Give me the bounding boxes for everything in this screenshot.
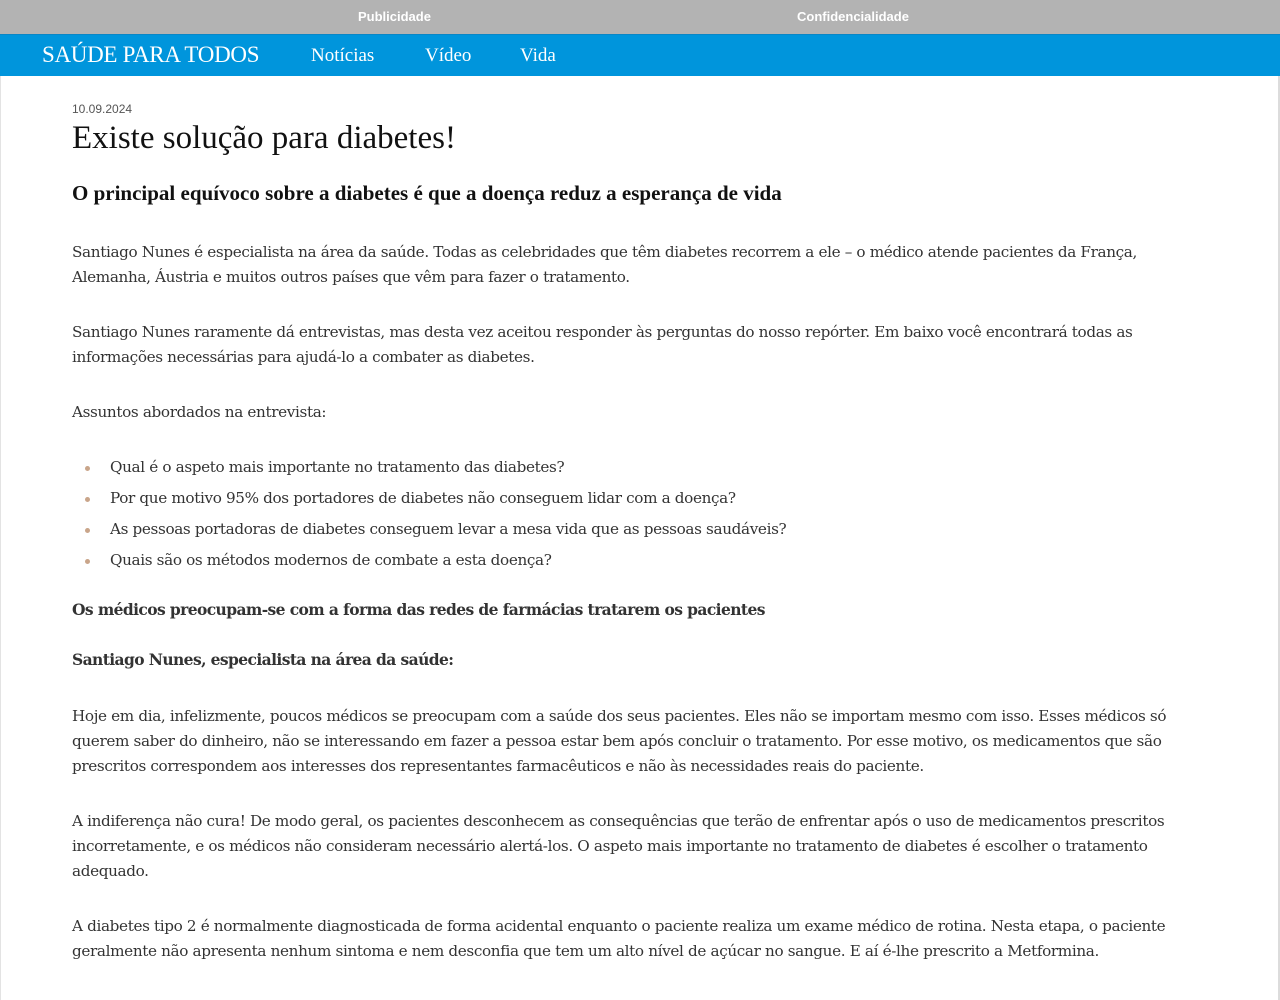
main-nav (0, 34, 1280, 76)
site-logo[interactable]: SAÚDE PARA TODOS (42, 42, 260, 67)
top-bar (0, 0, 1280, 34)
section-heading: Os médicos preocupam-se com a forma das redes de farmácias tratarem os pacientes (72, 600, 765, 619)
article-title: Existe solução para diabetes! (72, 120, 456, 156)
bullet-icon (85, 466, 90, 471)
bullet-icon (85, 559, 90, 564)
nav-item-life[interactable]: Vida (520, 45, 556, 66)
topic-text: Quais são os métodos modernos de combate a esta doença? (110, 551, 552, 569)
article-subtitle: O principal equívoco sobre a diabetes é que a doença reduz a esperança de vida (72, 181, 782, 205)
body-paragraph: A diabetes tipo 2 é normalmente diagnosticada de forma acidental enquanto o paciente realiza um exame médico de rotina. Nesta etapa, o paciente geralmente não apresenta nenhum sintoma e nem desconfia que tem um alto nível de açúcar no sangue. E aí é-lhe prescrito a Metformina. (72, 917, 1166, 960)
nav-item-video[interactable]: Vídeo (425, 45, 472, 66)
article-date: 10.09.2024 (72, 102, 133, 116)
advertising-link[interactable]: Publicidade (358, 9, 431, 24)
speaker-heading: Santiago Nunes, especialista na área da saúde: (72, 650, 454, 669)
privacy-link[interactable]: Confidencialidade (797, 9, 909, 24)
topics-intro: Assuntos abordados na entrevista: (72, 403, 327, 421)
body-paragraph: A indiferença não cura! De modo geral, os pacientes desconhecem as consequências que terão de enfrentar após o uso de medicamentos prescritos incorretamente, e os médicos não consideram necessário alertá-los. O aspeto mais importante no tratamento de diabetes é escolher o tratamento adequado. (72, 812, 1165, 880)
topic-text: As pessoas portadoras de diabetes conseguem levar a mesa vida que as pessoas saudáveis? (110, 520, 787, 538)
bullet-icon (85, 528, 90, 533)
nav-item-news[interactable]: Notícias (311, 45, 375, 66)
bullet-icon (85, 497, 90, 502)
body-paragraph: Hoje em dia, infelizmente, poucos médicos se preocupam com a saúde dos seus pacientes. Eles não se importam mesmo com isso. Esses médicos só querem saber do dinheiro, não se interessando em fazer a pessoa estar bem após concluir o tratamento. Por esse motivo, os medicamentos que são prescritos correspondem aos interesses dos representantes farmacêuticos e não às necessidades reais do paciente. (72, 707, 1167, 775)
intro-paragraph: Santiago Nunes raramente dá entrevistas, mas desta vez aceitou responder às perguntas do nosso repórter. Em baixo você encontrará todas as informações necessárias para ajudá-lo a combater as diabetes. (72, 323, 1133, 366)
intro-paragraph: Santiago Nunes é especialista na área da saúde. Todas as celebridades que têm diabetes recorrem a ele – o médico atende pacientes da França, Alemanha, Áustria e muitos outros países que vêm para fazer o tratamento. (72, 243, 1137, 286)
topic-text: Por que motivo 95% dos portadores de diabetes não conseguem lidar com a doença? (110, 489, 736, 507)
list-item (72, 486, 786, 517)
article-page (0, 76, 1280, 1000)
list-item (72, 548, 786, 579)
list-item (72, 517, 786, 548)
list-item (72, 455, 786, 486)
topics-list (72, 455, 786, 579)
topic-text: Qual é o aspeto mais importante no tratamento das diabetes? (110, 458, 565, 476)
